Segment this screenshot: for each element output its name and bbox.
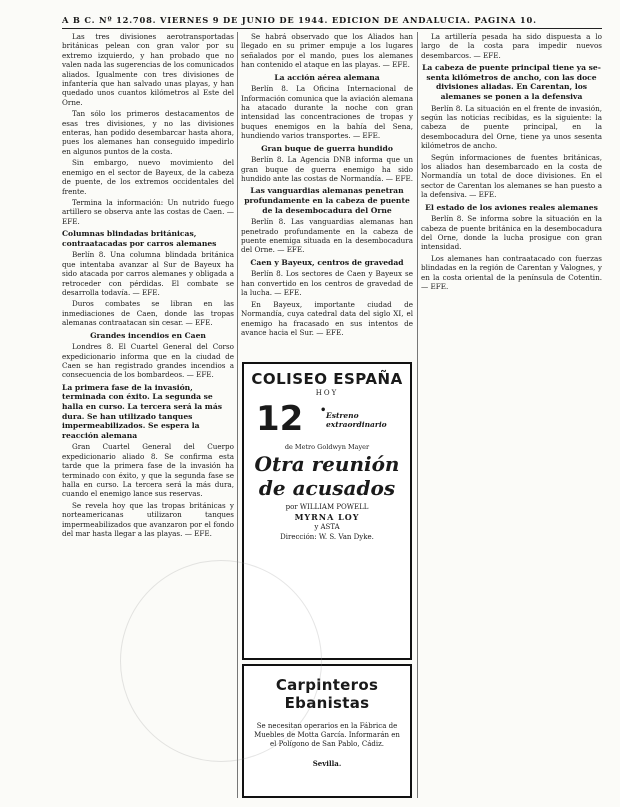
article-paragraph: Sin embargo, nuevo movimiento del enemigo en el sector de Bayeux, de la cabeza de puente, de los extremos occidentales del frente.	[62, 158, 234, 196]
ad-film-title-1: Otra reunión	[254, 452, 400, 476]
ad-closing: Sevilla.	[312, 759, 342, 768]
ad-brand: COLISEO ESPAÑA	[251, 370, 403, 388]
header-rule	[62, 28, 602, 29]
ad-cast-1: por WILLIAM POWELL	[285, 503, 369, 511]
article-paragraph: Duros combates se libran en las inmediaciones de Caen, donde las tropas alemanas contraatacan sin cesar. — EFE.	[62, 299, 234, 328]
article-paragraph: Berlín 8. Los sectores de Caen y Bayeux se han convertido en los centros de gravedad de la lucha. — EFE.	[241, 269, 413, 298]
article-paragraph: Gran Cuartel General del Cuerpo expedicionario aliado 8. Se confirma esta tarde que la primera fase de la invasión ha terminado con éxito, y que la segunda fase se halla en curso. La tercera será la más dura, cuando el enemigo lance sus reservas.	[62, 442, 234, 499]
headline: Caen y Bayeux, centros de gravedad	[250, 257, 404, 267]
article-paragraph: Se habrá observado que los Aliados han llegado en su primer empuje a los lugares señalados por el mando, pues los alemanes han contenido el ataque en las playas. — EFE.	[241, 32, 413, 70]
headline: Columnas blindadas británicas, contraatacadas por carros alemanes	[62, 229, 217, 248]
article-paragraph: En Bayeux, importante ciudad de Normandía, cuya catedral data del siglo XI, el enemigo ha fracasado en sus intentos de avance hacia el Sur. — EFE.	[241, 299, 413, 337]
ad-cast-3: y ASTA	[314, 523, 340, 531]
ad-extra: Estreno extraordinario	[326, 411, 387, 429]
ad-title: Carpinteros Ebanistas	[275, 676, 379, 712]
headline: El estado de los aviones reales alemanes	[425, 202, 598, 212]
column-3	[421, 32, 602, 798]
article-paragraph: Termina la información: Un nutrido fuego artillero se observa ante las costas de Caen. — EFE.	[62, 197, 234, 226]
article-paragraph: Londres 8. El Cuartel General del Corso expedicionario informa que en la ciudad de Caen se han registrado grandes incendios a consecuencia de los bombardeos. — EFE.	[62, 342, 234, 380]
ad-ornament: •	[320, 405, 327, 416]
ad-film-title-2: de acusados	[258, 476, 396, 500]
headline: Gran buque de guerra hundido	[261, 143, 393, 153]
article-paragraph: Las tres divisiones aerotransportadas británicas pelean con gran valor por su extremo izquierdo, y han probado que no valen nada las sugerencias de los comunicados aliados. Igualmente con tres divisiones de infantería que han salvado unas playas, y han quedado unos cuantos kilómetros al Este del Orne.	[62, 32, 234, 107]
headline: Grandes incendios en Caen	[90, 330, 206, 340]
article-paragraph: Berlín 8. Una columna blindada británica que intentaba avanzar al Sur de Bayeux ha sido atacada por carros alemanes y obligada a retroceder con pérdidas. El combate se desarrolla todavía. — EFE.	[62, 250, 234, 297]
headline: La primera fase de la invasión, terminada con éxito. La segunda se halla en curso. La tercera será la más dura. Se han utilizado tanques impermeabilizados. Se espera la reacción alemana	[62, 382, 223, 440]
ad-big-number: 12	[256, 399, 304, 439]
ad-today: HOY	[315, 389, 339, 397]
column-divider-2	[417, 32, 418, 798]
article-paragraph: Berlín 8. La Agencia DNB informa que un gran buque de guerra enemigo ha sido hundido ante las costas de Normandía. — EFE.	[241, 155, 413, 184]
ad-cast-2: MYRNA LOY	[294, 512, 360, 522]
article-paragraph: Berlín 8. Las vanguardias alemanas han penetrado profundamente en la cabeza de puente enemiga situada en la desembocadura del Orne. — EFE.	[241, 217, 413, 255]
archive-stamp-mark	[120, 560, 322, 762]
article-paragraph: Tan sólo los primeros destacamentos de esas tres divisiones, y no las divisiones enteras, han podido desembarcar hasta ahora, pues los alemanes han conseguido impedirlo en algunos puntos de la costa.	[62, 109, 234, 156]
article-paragraph: Berlín 8. La situación en el frente de invasión, según las noticias recibidas, es la siguiente: la cabeza de puente principal, en la desembocadura del Orne, tiene ya unos sesenta kilómetros de ancho.	[421, 103, 602, 151]
article-paragraph: Berlín 8. Se informa sobre la situación en la cabeza de puente británica en la desembocadura del Orne, donde la lucha prosigue con gran intensidad.	[421, 214, 602, 252]
article-paragraph: La artillería pesada ha sido dispuesta a lo largo de la costa para impedir nuevos desembarcos. — EFE.	[421, 32, 602, 60]
ad-body: Se necesitan operarios en la Fábrica de Muebles de Motta García. Informarán en el Polígono de San Pablo, Cádiz.	[254, 722, 400, 748]
headline: La cabeza de puente principal tiene ya se- senta kilómetros de ancho, con las doce divisiones aliadas. En Carentan, los alemanes se ponen a la defensiva	[422, 63, 601, 101]
column-2	[241, 32, 413, 357]
ad-studio: de Metro Goldwyn Mayer	[284, 443, 370, 451]
headline: Las vanguardias alemanas penetran profundamente en la cabeza de puente de la desembocadura del Orne	[244, 186, 410, 215]
ad-director: Dirección: W. S. Van Dyke.	[280, 533, 374, 541]
ad-date-row	[244, 399, 410, 439]
page-header: A B C. Nº 12.708. VIERNES 9 DE JUNIO DE 1944. EDICION DE ANDALUCIA. PAGINA 10.	[62, 15, 537, 25]
article-paragraph: Se revela hoy que las tropas británicas y norteamericanas utilizaron tanques impermeabilizados que avanzaron por el fondo del mar hasta llegar a las playas. — EFE.	[62, 500, 234, 538]
article-paragraph: Según informaciones de fuentes británicas, los aliados han desembarcado en la costa de Normandía un total de doce divisiones. En el sector de Carentan los alemanes se han puesto a la defensiva. — EFE.	[421, 152, 602, 200]
article-paragraph: Los alemanes han contraatacado con fuerzas blindadas en la región de Carentan y Valognes, y en la costa oriental de la península de Cotentin. — EFE.	[421, 253, 602, 292]
headline: La acción aérea alemana	[274, 72, 380, 82]
article-paragraph: Berlín 8. La Oficina Internacional de Información comunica que la aviación alemana ha atacado durante la noche con gran intensidad las concentraciones de tropas y buques enemigos en la bahía del Sena, hundiendo varios transportes. — EFE.	[241, 84, 413, 141]
